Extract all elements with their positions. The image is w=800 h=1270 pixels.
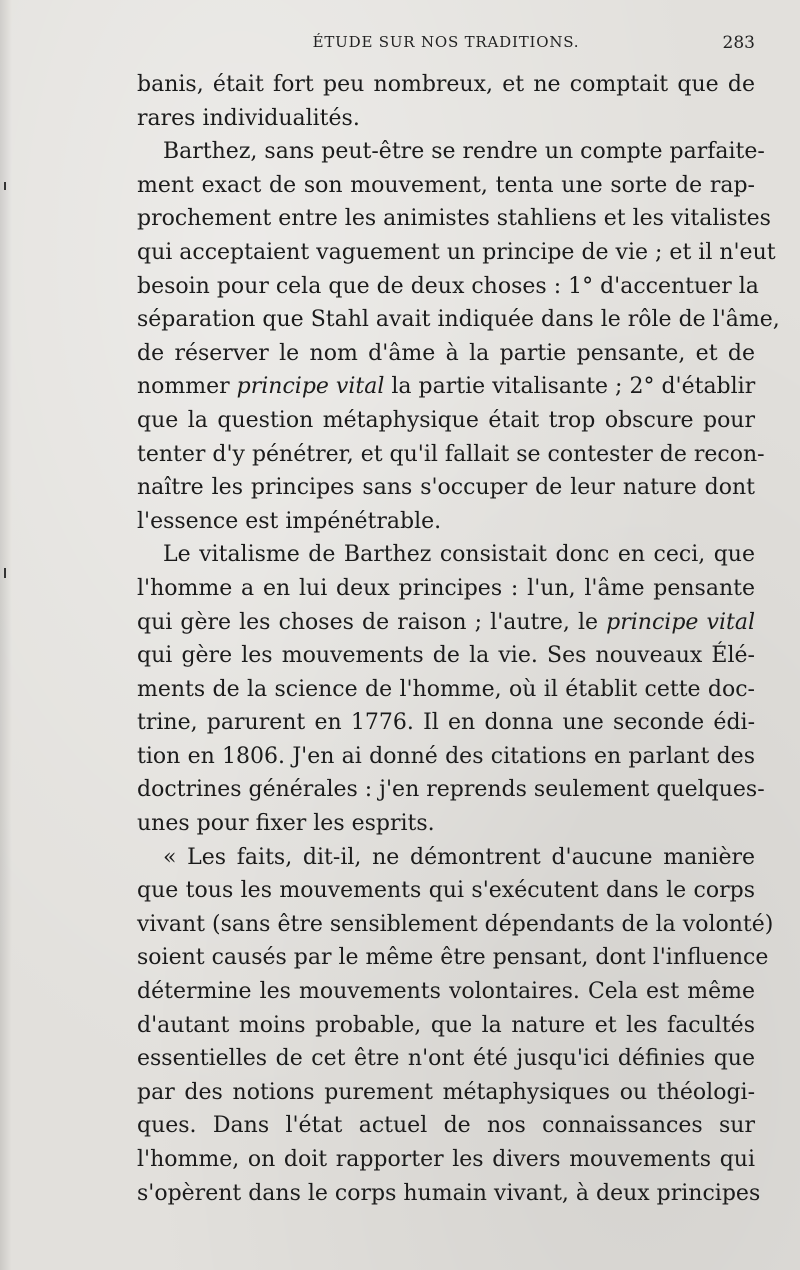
text-line: besoin pour cela que de deux choses : 1° d'accentuer la	[137, 273, 759, 299]
page-number: 283	[722, 33, 755, 53]
text-line: l'essence est impénétrable.	[137, 508, 442, 534]
text-line: de réserver le nom d'âme à la partie pensante, et de	[137, 340, 755, 366]
italic-term: principe vital	[606, 609, 755, 635]
text-line: Barthez, sans peut-être se rendre un compte parfaite-	[163, 139, 765, 165]
text-line: que la question métaphysique était trop obscure pour	[137, 407, 755, 433]
text-line: rares individualités.	[137, 105, 360, 131]
text-line: unes pour fixer les esprits.	[137, 811, 435, 837]
text-line: trine, parurent en 1776. Il en donna une seconde édi-	[137, 710, 755, 736]
text-line: « Les faits, dit-il, ne démontrent d'aucune manière	[163, 844, 755, 870]
body-text	[137, 68, 780, 1210]
text-line: l'homme a en lui deux principes : l'un, l'âme pensante	[137, 575, 755, 601]
text-line: Le vitalisme de Barthez consistait donc en ceci, que	[163, 542, 755, 568]
text-line: vivant (sans être sensiblement dépendants de la volonté)	[137, 911, 774, 937]
text-line: tenter d'y pénétrer, et qu'il fallait se contester de recon-	[137, 441, 765, 467]
margin-mark	[4, 568, 6, 578]
text-line: ques. Dans l'état actuel de nos connaissances sur	[137, 1113, 755, 1139]
running-head	[137, 33, 755, 57]
text-line: l'homme, on doit rapporter les divers mouvements qui	[137, 1147, 755, 1172]
text-line: d'autant moins probable, que la nature et les facultés	[137, 1012, 755, 1038]
text-line: soient causés par le même être pensant, dont l'influence	[137, 945, 769, 971]
text-line: prochement entre les animistes stahliens et les vitalistes	[137, 206, 771, 232]
text-line: banis, était fort peu nombreux, et ne comptait que de	[137, 72, 755, 97]
text-line: par des notions purement métaphysiques ou théologi-	[137, 1079, 755, 1105]
text-line: naître les principes sans s'occuper de leur nature dont	[137, 475, 755, 501]
text-line: tion en 1806. J'en ai donné des citations en parlant des	[137, 743, 755, 769]
italic-term: principe vital	[236, 374, 385, 400]
text-line: qui gère les mouvements de la vie. Ses nouveaux Élé-	[137, 643, 755, 669]
text-line: détermine les mouvements volontaires. Cela est même	[137, 979, 755, 1005]
text-line: ments de la science de l'homme, où il établit cette doc-	[137, 676, 755, 702]
running-title: ÉTUDE SUR NOS TRADITIONS.	[312, 33, 580, 51]
text-line: séparation que Stahl avait indiquée dans le rôle de l'âme,	[137, 307, 780, 333]
margin-mark	[4, 182, 6, 190]
text-line: ment exact de son mouvement, tenta une sorte de rap-	[137, 172, 755, 198]
text-line: que tous les mouvements qui s'exécutent dans le corps	[137, 878, 755, 904]
text-line: qui acceptaient vaguement un principe de vie ; et il n'eut	[137, 239, 776, 265]
page-gutter-shadow	[0, 0, 12, 1270]
text-line: nommer principe vital la partie vitalisante ; 2° d'établir	[137, 374, 756, 400]
text-line: s'opèrent dans le corps humain vivant, à deux principes	[137, 1180, 761, 1206]
text-line: qui gère les choses de raison ; l'autre, le principe vital	[137, 609, 755, 635]
text-line: doctrines générales : j'en reprends seulement quelques-	[137, 777, 765, 803]
text-line: essentielles de cet être n'ont été jusqu'ici définies que	[137, 1046, 755, 1072]
